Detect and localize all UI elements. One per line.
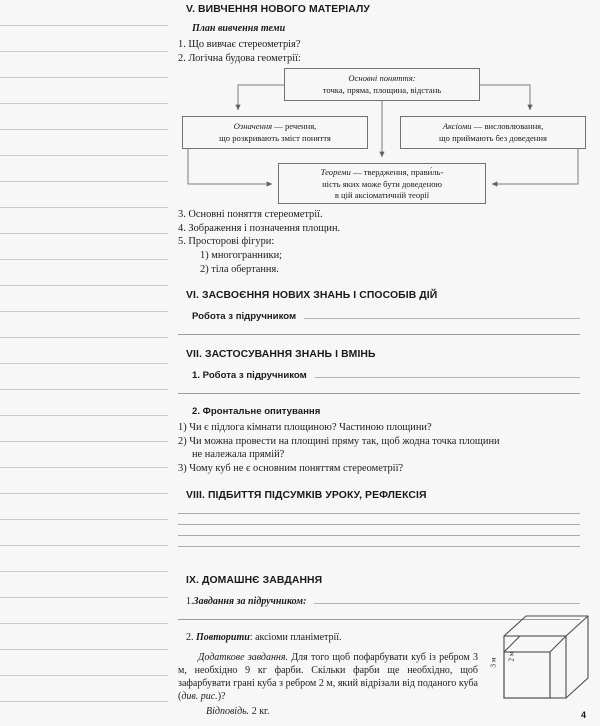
extra-task-body: Для того щоб пофарбувати куб із ребром 3 м, необхідно 9 кг фарби. Скільки фарби ще необхідно, щоб зафарбувати грані куба з ребром 2 м, який відрізали від поданого куба ( — [178, 651, 478, 703]
vii-question-2: 2) Чи можна провести на площині пряму так, щоб жодна точка площини — [178, 435, 500, 447]
vii-question-1: 1) Чи є підлога кімнати площиною? Частиною площини? — [178, 422, 432, 434]
vi-textbook-work-label: Робота з підручником — [192, 311, 297, 323]
diagram-box-axioms-term: Аксіоми — [442, 121, 472, 132]
diagram-box-axioms-text: — висловлювання, — [471, 121, 544, 132]
cube-label-outer-edge: 3 м — [488, 657, 498, 668]
vi-textbook-work-fill-line[interactable] — [304, 318, 580, 319]
extra-task-figure-ref: див. рис. — [181, 691, 218, 703]
plan-item-4: 4. Зображення і позначення площин. — [178, 222, 341, 234]
plan-item-1: 1. Що вивчає стереометрія? — [178, 39, 301, 50]
vii-item1-fill-line[interactable] — [315, 377, 580, 378]
plan-item-5: 5. Просторові фігури: — [178, 236, 275, 248]
vii-item2-label: 2. Фронтальне опитування — [192, 406, 321, 418]
diagram-box-definitions-line2: що розкривають зміст поняття — [219, 132, 331, 143]
diagram-box-definitions-text: — речення, — [272, 121, 317, 132]
ix-item2-number: 2. — [186, 631, 196, 643]
section-heading-vi: VI. ЗАСВОЄННЯ НОВИХ ЗНАНЬ І СПОСОБІВ ДІЙ — [186, 290, 438, 302]
plan-item-2: 2. Логічна будова геометрії: — [178, 52, 301, 64]
diagram-box-theorems — [278, 163, 486, 204]
section-heading-ix: IX. ДОМАШНЄ ЗАВДАННЯ — [186, 574, 323, 586]
ix-item1-label: Завдання за підручником: — [193, 595, 307, 607]
diagram-box-theorems-line3: в цій аксіоматичній теорії — [334, 190, 430, 200]
plan-subitem-1: 1) многогранники; — [200, 249, 283, 261]
diagram-box-theorems-text: — твердження, прави́ль- — [350, 167, 444, 178]
extra-task-tail: )? — [217, 691, 226, 703]
vii-item1-row — [178, 370, 580, 381]
vi-textbook-work-row — [178, 311, 580, 322]
diagram-box-definitions — [182, 116, 368, 149]
diagram-box-axioms-line2: що приймають без доведення — [439, 132, 547, 143]
vii-item1-label: 1. Робота з підручником — [192, 370, 307, 382]
diagram-box-basic-concepts-title: Основні поняття: — [348, 73, 416, 84]
vii-question-3: 3) Чому куб не є основним поняттям стереометрії? — [178, 462, 404, 474]
diagram-box-theorems-line2: ність яких може бути доведеною — [322, 178, 442, 189]
diagram-box-basic-concepts — [284, 68, 480, 101]
section-heading-viii: VIII. ПІДБИТТЯ ПІДСУМКІВ УРОКУ, РЕФЛЕКСІЯ — [186, 489, 427, 501]
diagram-box-basic-concepts-text: точка, пряма, площина, відстань — [322, 84, 442, 95]
section-heading-vii: VII. ЗАСТОСУВАННЯ ЗНАНЬ І ВМІНЬ — [186, 349, 376, 361]
cube-figure — [488, 608, 598, 708]
plan-subitem-2: 2) тіла обертання. — [200, 263, 279, 275]
extra-task-answer-value: 2 кг. — [249, 706, 270, 718]
diagram-box-theorems-term: Теореми — [320, 167, 351, 178]
logic-structure-diagram — [178, 68, 588, 206]
section-heading-v: V. ВИВЧЕННЯ НОВОГО МАТЕРІАЛУ — [186, 4, 370, 15]
extra-task-answer-label: Відповідь. — [206, 706, 250, 718]
ix-item2-italic: Повторити — [196, 631, 250, 643]
plan-item-3: 3. Основні поняття стереометрії. — [178, 209, 323, 221]
diagram-box-definitions-term: Означення — [233, 121, 273, 132]
extra-task-title: Додаткове завдання. — [198, 651, 289, 663]
plan-title: План вивчення теми — [192, 23, 286, 34]
page-number: 4 — [580, 710, 586, 720]
ix-item1-row — [178, 596, 580, 607]
diagram-box-axioms — [400, 116, 586, 149]
ix-item2-rest: : аксіоми планіметрії. — [249, 631, 342, 643]
ix-item1-fill-line[interactable] — [314, 603, 580, 604]
ix-item1-number: 1. — [186, 595, 194, 607]
vii-question-2-cont: не належала прямій? — [192, 449, 285, 461]
ruled-margin-lines — [0, 0, 168, 726]
cube-label-inner-edge: 2 м — [506, 651, 516, 662]
extra-task-paragraph — [178, 651, 478, 704]
